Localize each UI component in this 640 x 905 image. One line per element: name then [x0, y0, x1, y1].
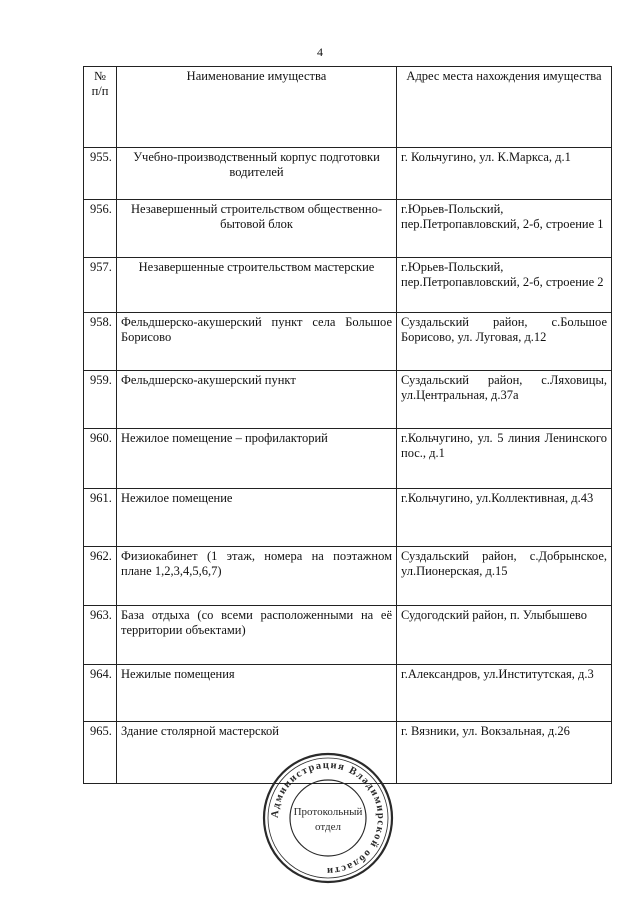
- stamp-outer-ring: [264, 754, 392, 882]
- row-address: г.Юрьев-Польский, пер.Петропавловский, 2-б, строение 1: [397, 200, 612, 258]
- header-num: № п/п: [84, 67, 117, 148]
- property-table: [83, 66, 612, 784]
- row-name: Физиокабинет (1 этаж, номера на поэтажном плане 1,2,3,4,5,6,7): [117, 547, 397, 606]
- row-address: г.Кольчугино, ул.Коллективная, д.43: [397, 489, 612, 547]
- stamp-outer-ring-inner: [268, 758, 388, 878]
- row-num: 957.: [84, 258, 117, 313]
- table-row: [84, 313, 612, 371]
- page-number: 4: [317, 45, 323, 59]
- row-name: Нежилое помещение – профилакторий: [117, 429, 397, 489]
- header-address: Адрес места нахождения имущества: [397, 67, 612, 148]
- row-address: г.Кольчугино, ул. 5 линия Ленинского пос., д.1: [397, 429, 612, 489]
- row-num: 956.: [84, 200, 117, 258]
- row-num: 960.: [84, 429, 117, 489]
- stamp-center-line2: отдел: [315, 821, 341, 833]
- row-num: 955.: [84, 148, 117, 200]
- row-name: Нежилое помещение: [117, 489, 397, 547]
- row-num: 962.: [84, 547, 117, 606]
- table-row: [84, 148, 612, 200]
- row-address: г.Александров, ул.Институтская, д.3: [397, 665, 612, 722]
- row-name: Нежилые помещения: [117, 665, 397, 722]
- row-address: Суздальский район, с.Добрынское, ул.Пионерская, д.15: [397, 547, 612, 606]
- row-address: Суздальский район, с.Ляховицы, ул.Центральная, д.37а: [397, 371, 612, 429]
- row-address: г. Кольчугино, ул. К.Маркса, д.1: [397, 148, 612, 200]
- row-address: Судогодский район, п. Улыбышево: [397, 606, 612, 665]
- row-num: 964.: [84, 665, 117, 722]
- table-row: [84, 547, 612, 606]
- row-num: 961.: [84, 489, 117, 547]
- row-address: г.Юрьев-Польский, пер.Петропавловский, 2-б, строение 2: [397, 258, 612, 313]
- header-name: Наименование имущества: [117, 67, 397, 148]
- row-name: Здание столярной мастерской: [117, 722, 397, 784]
- row-name: Фельдшерско-акушерский пункт села Большое Борисово: [117, 313, 397, 371]
- stamp-ring-text: Администрация Владимирской области: [269, 759, 387, 877]
- row-address: г. Вязники, ул. Вокзальная, д.26: [397, 722, 612, 784]
- table-row: [84, 606, 612, 665]
- stamp-center-line1: Протокольный: [293, 806, 363, 818]
- row-num: 965.: [84, 722, 117, 784]
- table-row: [84, 665, 612, 722]
- table-row: [84, 200, 612, 258]
- table-row: [84, 258, 612, 313]
- row-name: База отдыха (со всеми расположенными на её территории объектами): [117, 606, 397, 665]
- table-row: [84, 371, 612, 429]
- row-address: Суздальский район, с.Большое Борисово, ул. Луговая, д.12: [397, 313, 612, 371]
- table-header-row: [84, 67, 612, 148]
- row-name: Незавершенный строительством общественно-бытовой блок: [117, 200, 397, 258]
- table-row: [84, 429, 612, 489]
- row-name: Учебно-производственный корпус подготовки водителей: [117, 148, 397, 200]
- row-name: Фельдшерско-акушерский пункт: [117, 371, 397, 429]
- round-stamp: [258, 748, 398, 888]
- table-row: [84, 489, 612, 547]
- row-name: Незавершенные строительством мастерские: [117, 258, 397, 313]
- row-num: 958.: [84, 313, 117, 371]
- stamp-inner-ring: [290, 780, 366, 856]
- row-num: 963.: [84, 606, 117, 665]
- row-num: 959.: [84, 371, 117, 429]
